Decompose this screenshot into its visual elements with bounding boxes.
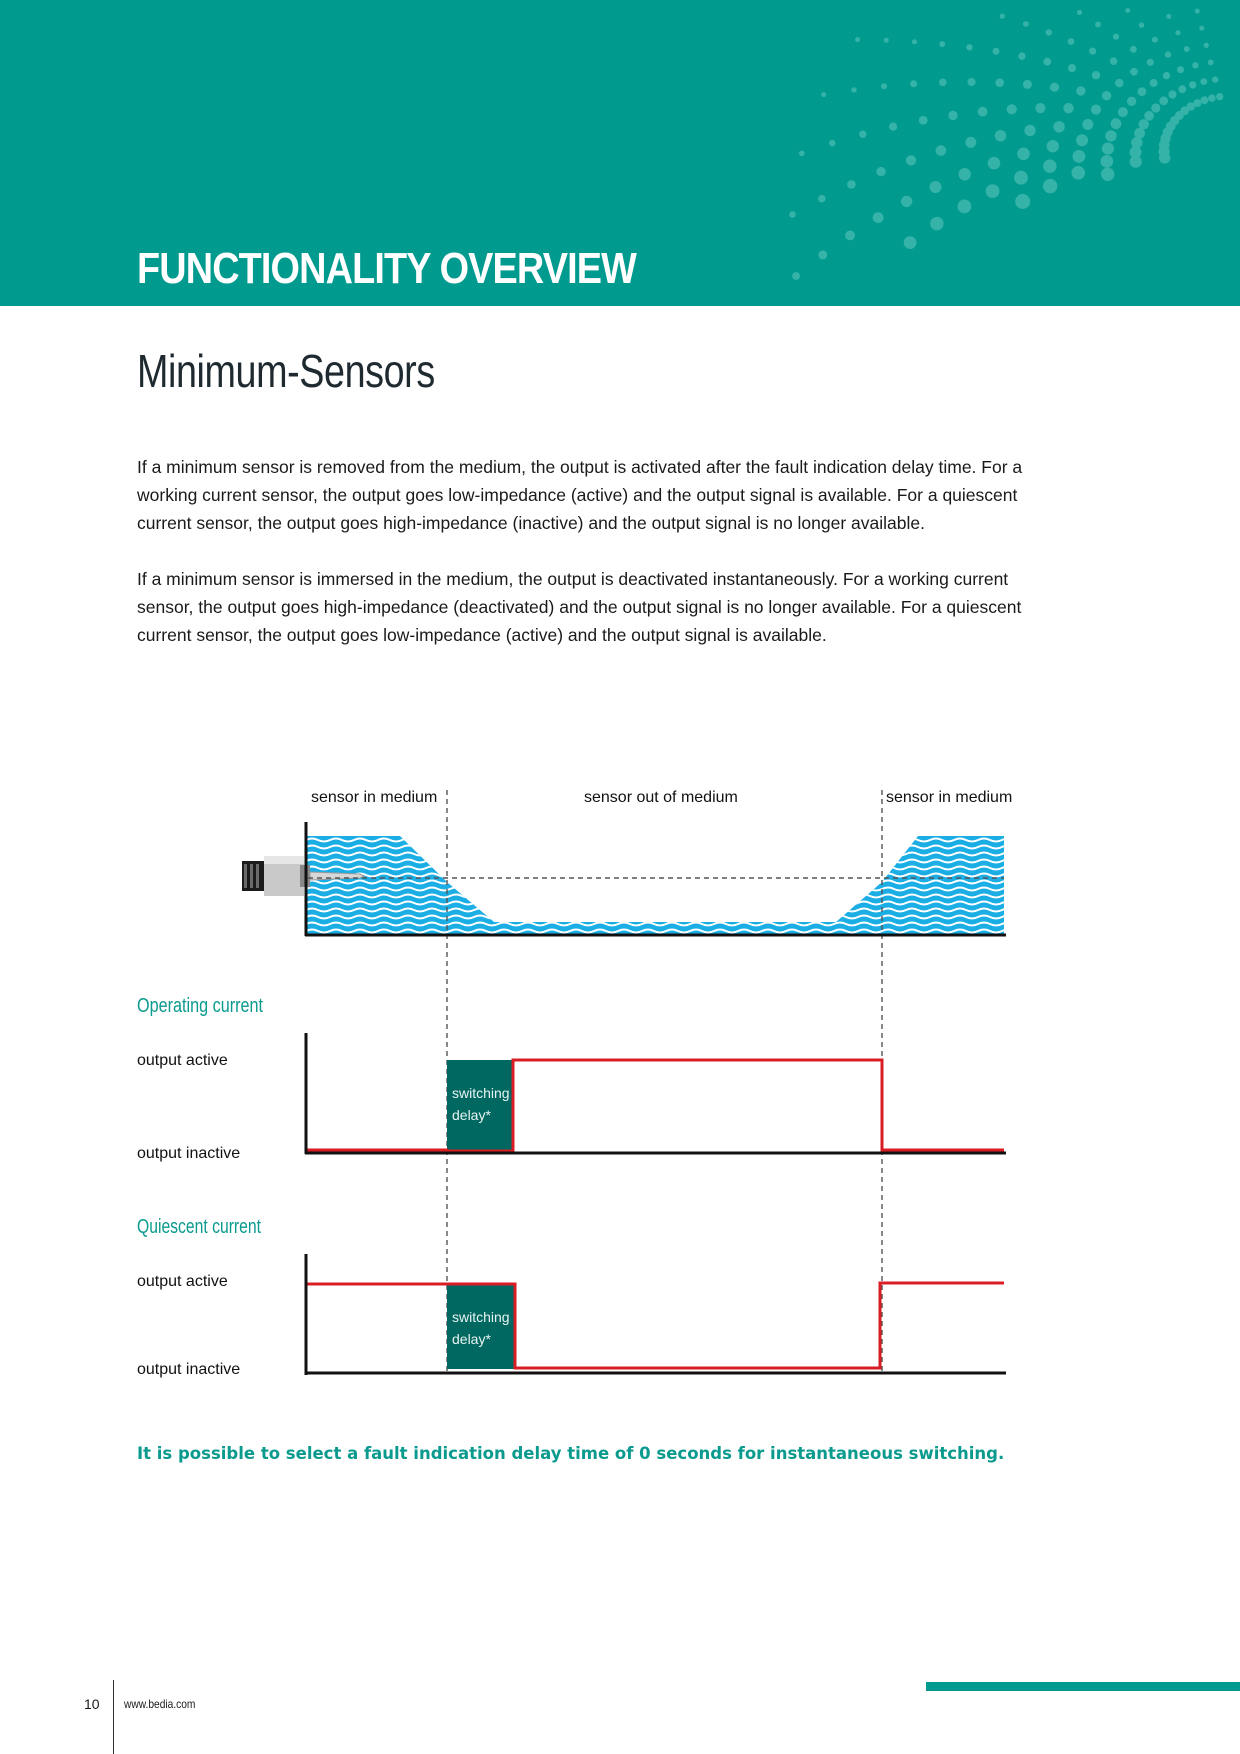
water-wave xyxy=(306,937,1026,940)
decorative-dot xyxy=(1152,37,1158,43)
decorative-dot xyxy=(910,80,917,87)
decorative-dot xyxy=(1175,30,1180,35)
decorative-dot xyxy=(1035,103,1045,113)
decorative-dot xyxy=(1050,83,1059,92)
operating-current-title: Operating current xyxy=(137,995,264,1017)
decorative-dot xyxy=(1130,68,1138,76)
section-title: FUNCTIONALITY OVERVIEW xyxy=(137,244,636,293)
decorative-dot xyxy=(1200,78,1207,85)
quiescent-delay-label: delay* xyxy=(452,1331,491,1347)
footer-accent-bar xyxy=(926,1682,1240,1691)
decorative-dot xyxy=(993,48,1000,55)
decorative-dot xyxy=(1192,62,1198,68)
decorative-dot xyxy=(847,180,856,189)
decorative-dot xyxy=(906,155,916,165)
decorative-dot xyxy=(851,87,856,92)
decorative-dot xyxy=(1023,80,1032,89)
water-wave xyxy=(306,930,1026,933)
decorative-dot xyxy=(930,217,943,230)
decorative-dot xyxy=(818,195,826,203)
water-wave xyxy=(306,909,1026,912)
operating-signal-line xyxy=(307,1060,1004,1151)
decorative-dot xyxy=(939,79,947,87)
decorative-dot xyxy=(1151,103,1160,112)
water-wave xyxy=(306,853,1026,856)
switching-diagram xyxy=(0,770,1240,1410)
decorative-dot xyxy=(1201,96,1209,104)
decorative-dot xyxy=(1102,91,1111,100)
page-title: Minimum-Sensors xyxy=(137,345,435,397)
decorative-dot xyxy=(1053,121,1064,132)
decorative-dot xyxy=(939,41,945,47)
operating-switching-delay-box xyxy=(447,1060,513,1152)
decorative-dot xyxy=(799,151,805,157)
decorative-dot xyxy=(1178,85,1186,93)
operating-output-inactive-label: output inactive xyxy=(137,1145,241,1162)
water-wave xyxy=(306,888,1026,891)
decorative-dot xyxy=(1144,111,1154,121)
decorative-dot xyxy=(995,78,1004,87)
decorative-dot xyxy=(1092,71,1100,79)
decorative-dot xyxy=(881,83,887,89)
decorative-dot xyxy=(1046,29,1052,35)
water-wave xyxy=(306,923,1026,926)
decorative-dot xyxy=(1189,81,1196,88)
phase-label-2: sensor out of medium xyxy=(584,789,738,806)
decorative-dot xyxy=(1043,179,1057,193)
decorative-dot xyxy=(1063,103,1073,113)
decorative-dot xyxy=(1115,79,1124,88)
decorative-dot xyxy=(948,111,957,120)
decorative-dot xyxy=(1076,134,1088,146)
decorative-dot xyxy=(1018,52,1025,59)
decorative-dot xyxy=(1072,166,1086,180)
quiescent-switching-label: switching xyxy=(452,1309,510,1325)
decorative-dot xyxy=(1073,150,1086,163)
decorative-dot xyxy=(855,37,860,42)
water-wave xyxy=(306,874,1026,877)
decorative-dot xyxy=(1159,152,1170,163)
decorative-dot xyxy=(1138,87,1147,96)
decorative-dot xyxy=(884,38,889,43)
decorative-dot xyxy=(1068,64,1076,72)
decorative-dot xyxy=(1177,66,1184,73)
decorative-dot xyxy=(1199,26,1204,31)
water-wave xyxy=(306,860,1026,863)
decorative-dot xyxy=(1208,60,1214,66)
decorative-dot xyxy=(1000,14,1005,19)
decorative-dot xyxy=(829,140,835,146)
decorative-dot xyxy=(965,137,976,148)
quiescent-output-active-label: output active xyxy=(137,1273,228,1290)
water-wave xyxy=(306,846,1026,849)
decorative-dot xyxy=(986,184,1000,198)
decorative-dot xyxy=(1130,156,1142,168)
decorative-dot xyxy=(1091,105,1101,115)
decorative-dot xyxy=(1100,155,1113,168)
decorative-dot xyxy=(1165,51,1171,57)
decorative-dot xyxy=(889,123,897,131)
water-wave xyxy=(306,902,1026,905)
decorative-dot xyxy=(1159,96,1168,105)
decorative-dot xyxy=(1105,130,1116,141)
decorative-dot xyxy=(1068,38,1075,45)
decorative-dot xyxy=(1130,46,1137,53)
decorative-dot xyxy=(1102,143,1114,155)
decorative-dot xyxy=(1118,107,1128,117)
water-wave xyxy=(306,839,1026,842)
decorative-dot xyxy=(936,145,947,156)
quiescent-signal-line xyxy=(307,1283,1004,1368)
water-wave xyxy=(306,867,1026,870)
decorative-dot xyxy=(1125,8,1130,13)
footer-url: www.bedia.com xyxy=(124,1697,196,1711)
decorative-dot xyxy=(967,78,975,86)
decorative-dot xyxy=(1023,21,1029,27)
decorative-dot xyxy=(1216,93,1223,100)
decorative-dot xyxy=(1043,159,1056,172)
operating-delay-label: delay* xyxy=(452,1107,491,1123)
decorative-dot xyxy=(1101,168,1114,181)
decorative-dot xyxy=(1139,22,1144,27)
decorative-dot xyxy=(818,250,827,259)
paragraph-immersed: If a minimum sensor is immersed in the medium, the output is deactivated instantaneously. For a working current sensor, the output goes high-impedance (deactivated) and the output signal is no longer available. For a quiescent current sensor, the output goes low-impedance (active) and the output signal is available. xyxy=(137,569,1022,645)
decorative-dot xyxy=(966,44,972,50)
decorative-dot xyxy=(845,231,855,241)
decorative-dot xyxy=(859,131,866,138)
decorative-dot xyxy=(876,167,885,176)
decorative-dot xyxy=(1127,97,1136,106)
decorative-dot xyxy=(1015,194,1030,209)
decorative-dot xyxy=(1195,9,1200,14)
decorative-dot xyxy=(959,168,971,180)
decorative-dot xyxy=(995,130,1006,141)
operating-switching-label: switching xyxy=(452,1085,510,1101)
decorative-dot xyxy=(1113,34,1119,40)
decorative-dot xyxy=(1168,90,1176,98)
decorative-dot xyxy=(1014,171,1028,185)
decorative-dot xyxy=(1089,48,1096,55)
water-wave xyxy=(306,895,1026,898)
footer-divider xyxy=(113,1680,114,1754)
decorative-dot xyxy=(1047,140,1059,152)
page-number: 10 xyxy=(84,1696,100,1712)
operating-output-active-label: output active xyxy=(137,1052,228,1069)
decorative-dot xyxy=(1076,86,1085,95)
decorative-dot xyxy=(901,196,912,207)
decorative-dot xyxy=(1082,119,1093,130)
decorative-dot xyxy=(912,39,917,44)
decorative-dot xyxy=(1204,43,1209,48)
decorative-dot xyxy=(1110,57,1118,65)
decorative-dot xyxy=(1147,59,1154,66)
water-wave xyxy=(306,916,1026,919)
phase-label-1: sensor in medium xyxy=(311,789,438,806)
decorative-dot xyxy=(1077,10,1082,15)
decorative-dot xyxy=(1212,76,1218,82)
decorative-dot xyxy=(1208,94,1215,101)
decorative-dot xyxy=(1095,22,1101,28)
phase-label-3: sensor in medium xyxy=(886,789,1013,806)
decorative-dot xyxy=(1024,125,1035,136)
decorative-dot xyxy=(919,116,928,125)
delay-note: It is possible to select a fault indication delay time of 0 seconds for instantaneous switching. xyxy=(137,1444,1005,1463)
decorative-dot xyxy=(1007,104,1017,114)
decorative-dot xyxy=(1166,14,1171,19)
water-wave xyxy=(306,881,1026,884)
decorative-dot xyxy=(873,212,884,223)
decorative-dot xyxy=(1163,72,1170,79)
decorative-dot xyxy=(1043,58,1051,66)
decorative-dot xyxy=(1017,148,1030,161)
quiescent-switching-delay-box xyxy=(447,1284,515,1369)
water-medium xyxy=(306,830,1026,940)
decorative-dot xyxy=(1184,46,1190,52)
decorative-dot xyxy=(792,272,800,280)
quiescent-output-inactive-label: output inactive xyxy=(137,1361,241,1378)
decorative-dot xyxy=(1150,79,1158,87)
decorative-dot xyxy=(789,211,796,218)
paragraph-removed: If a minimum sensor is removed from the medium, the output is activated after the fault indication delay time. For a working current sensor, the output goes low-impedance (active) and the output signal is available. For a quiescent current sensor, the output goes high-impedance (inactive) and the output signal is no longer available. xyxy=(137,457,1023,533)
decorative-dot xyxy=(930,181,942,193)
decorative-dot xyxy=(904,236,917,249)
quiescent-current-title: Quiescent current xyxy=(137,1216,262,1238)
decorative-dot xyxy=(988,157,1001,170)
decorative-dot xyxy=(978,107,988,117)
decorative-dot xyxy=(821,92,826,97)
decorative-dot xyxy=(958,200,972,214)
decorative-dot xyxy=(1111,118,1122,129)
